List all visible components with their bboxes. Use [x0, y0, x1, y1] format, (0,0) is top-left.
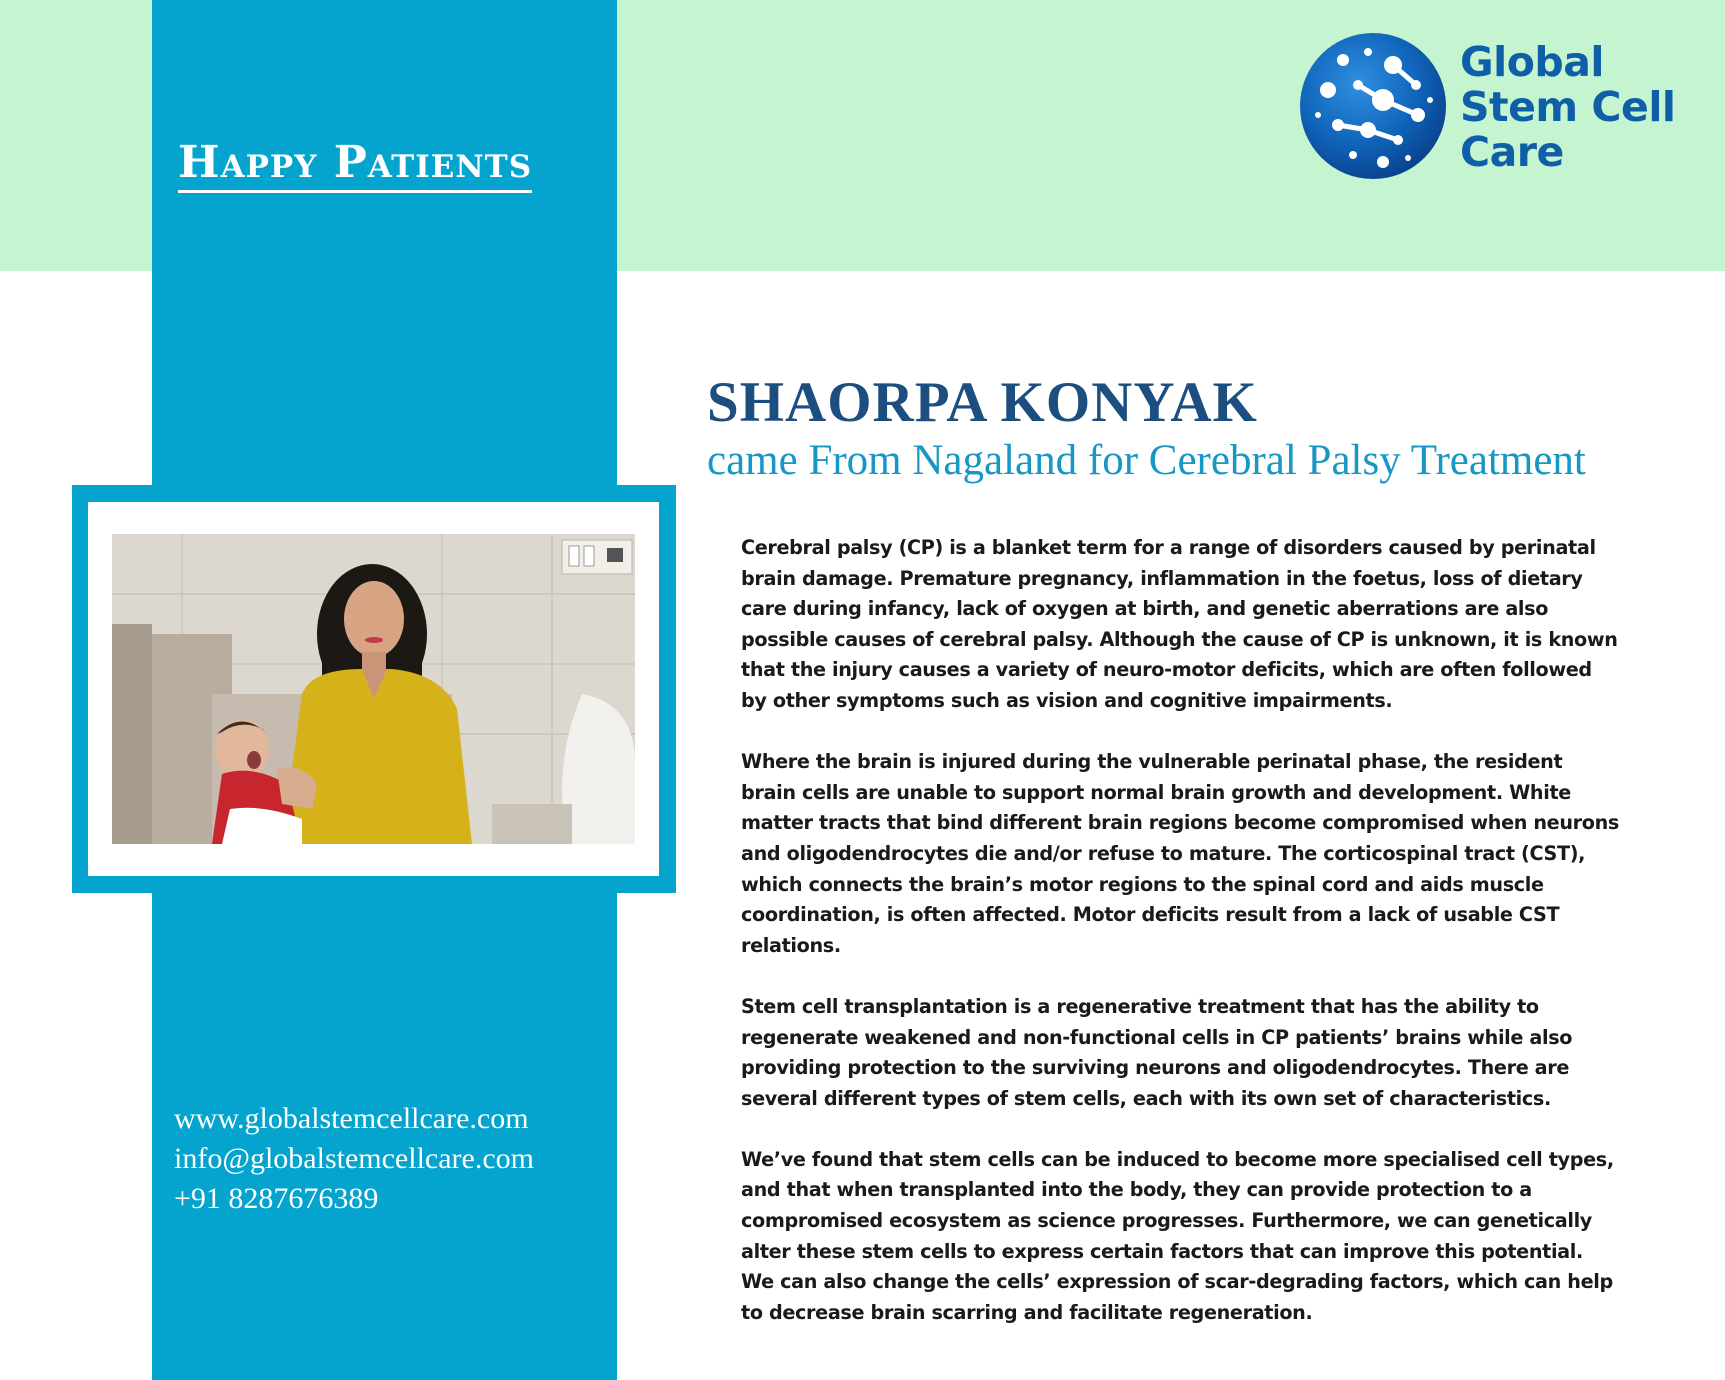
contact-info — [174, 1099, 534, 1219]
globe-logo-icon — [1298, 30, 1448, 182]
website-link[interactable]: www.globalstemcellcare.com — [174, 1102, 529, 1135]
article-body — [741, 533, 1621, 1359]
patient-subtitle: came From Nagaland for Cerebral Palsy Treatment — [707, 437, 1586, 484]
brand-line-2: Stem Cell — [1460, 83, 1676, 131]
paragraph-1: Cerebral palsy (CP) is a blanket term for a range of disorders caused by perinatal brain damage. Premature pregnancy, inflammation in the foetus, loss of dietary care during infancy, lack of oxygen at birth, and genetic aberrations are also possible causes of cerebral palsy. Although the cause of CP is unknown, it is known that the injury causes a variety of neuro-motor deficits, which are often followed by other symptoms such as vision and cognitive impairments. — [741, 536, 1618, 712]
email-link[interactable]: info@globalstemcellcare.com — [174, 1142, 534, 1175]
phone-number[interactable]: +91 8287676389 — [174, 1182, 379, 1215]
happy-patients-heading: Happy Patients — [178, 138, 532, 193]
patient-photo — [112, 534, 635, 844]
brand-line-3: Care — [1460, 128, 1564, 176]
paragraph-2: Where the brain is injured during the vulnerable perinatal phase, the resident brain cells are unable to support normal brain growth and development. White matter tracts that bind different brain regions become compromised when neurons and oligodendrocytes die and/or refuse to mature. The corticospinal tract (CST), which connects the brain’s motor regions to the spinal cord and aids muscle coordination, is often affected. Motor deficits result from a lack of usable CST relations. — [741, 750, 1619, 957]
paragraph-3: Stem cell transplantation is a regenerative treatment that has the ability to regenerate weakened and non-functional cells in CP patients’ brains while also providing protection to the surviving neurons and oligodendrocytes. There are several different types of stem cells, each with its own set of characteristics. — [741, 994, 1573, 1110]
brand-name — [1460, 40, 1675, 175]
paragraph-4: We’ve found that stem cells can be induced to become more specialised cell types, and that when transplanted into the body, they can provide protection to a compromised ecosystem as science progresses. Furthermore, we can genetically alter these stem cells to express certain factors that can improve this potential. We can also change the cells’ expression of scar-degrading factors, which can help to decrease brain scarring and facilitate regeneration. — [741, 1147, 1614, 1324]
brand-line-1: Global — [1460, 38, 1604, 86]
patient-name: SHAORPA KONYAK — [707, 371, 1258, 434]
